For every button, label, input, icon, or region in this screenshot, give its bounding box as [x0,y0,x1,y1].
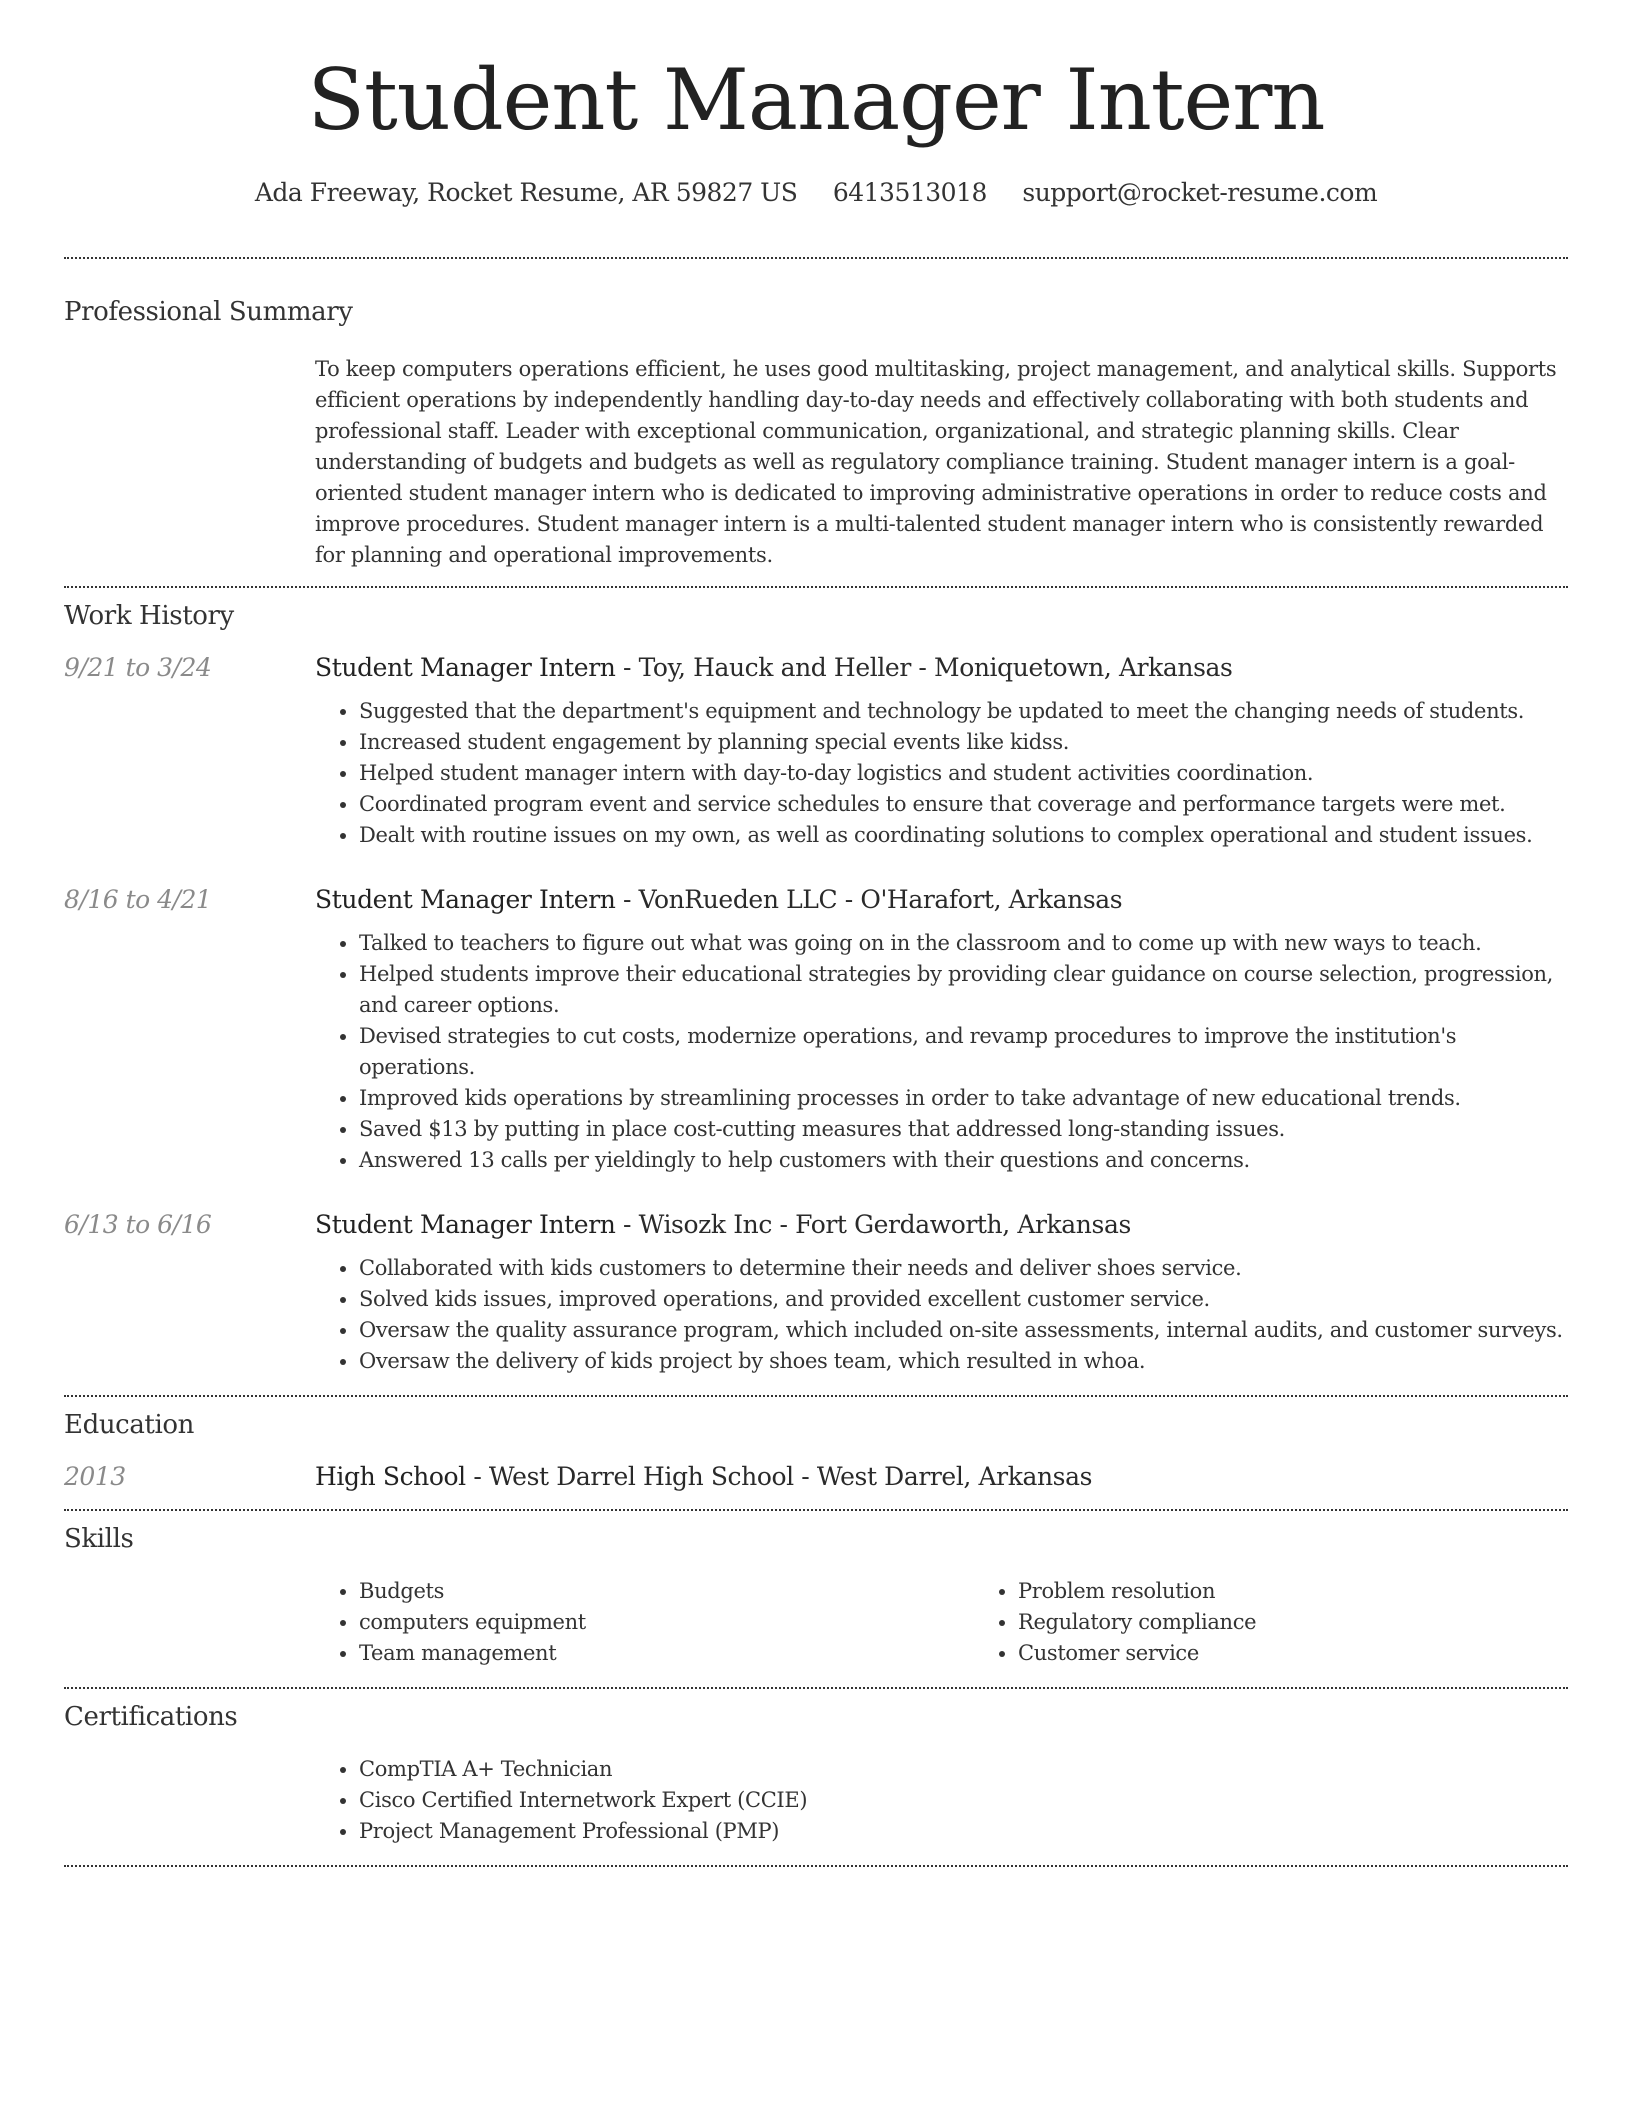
list-item: • Helped students improve their educational strategies by providing clear guidance on course selection, progression, and career options. [359,959,1568,1021]
skills-section [0,1511,1632,1669]
list-item: • Problem resolution [1018,1576,1632,1607]
job-dates: 9/21 to 3/24 [64,653,212,682]
certifications-list [315,1754,1568,1847]
job-employer: - Wisozk Inc - Fort Gerdaworth, Arkansas [615,1210,1131,1239]
list-item: • Regulatory compliance [1018,1607,1632,1638]
work-history-section [0,588,1632,1377]
list-item: • Devised strategies to cut costs, modernize operations, and revamp procedures to improve the institution's operations. [359,1021,1568,1083]
job-dates: 6/13 to 6/16 [64,1210,212,1239]
list-item: • Helped student manager intern with day-to-day logistics and student activities coordination. [359,758,1568,789]
job-employer: - VonRueden LLC - O'Harafort, Arkansas [615,885,1123,914]
job-heading [315,653,1568,682]
list-item: • Oversaw the quality assurance program, which included on-site assessments, internal audits, and customer surveys. [359,1315,1568,1346]
job-entry [64,885,1568,1176]
job-entry [64,653,1568,851]
list-item: • Saved $13 by putting in place cost-cutting measures that addressed long-standing issues. [359,1114,1568,1145]
list-item: • Suggested that the department's equipment and technology be updated to meet the changing needs of students. [359,696,1568,727]
list-item: • Team management [359,1638,974,1669]
job-heading [315,885,1568,914]
list-item: • Collaborated with kids customers to determine their needs and deliver shoes service. [359,1253,1568,1284]
summary-text: To keep computers operations efficient, he uses good multitasking, project management, and analytical skills. Supports efficient operations by independently handling day-to-day needs and effectively collaborating with both students and professional staff. Leader with exceptional communication, organizational, and strategic planning skills. Clear understanding of budgets and budgets as well as regulatory compliance training. Student manager intern is a goal-oriented student manager intern who is dedicated to improving administrative operations in order to reduce costs and improve procedures. Student manager intern is a multi-talented student manager intern who is consistently rewarded for planning and operational improvements. [315,357,1557,567]
section-title-work: Work History [64,601,234,631]
job-dates: 8/16 to 4/21 [64,885,212,914]
summary-section [0,259,1632,571]
address: Ada Freeway, Rocket Resume, AR 59827 US [254,178,798,207]
resume-header [0,0,1632,207]
list-item: • Answered 13 calls per yieldingly to help customers with their questions and concerns. [359,1145,1568,1176]
job-title: Student Manager Intern [315,885,616,914]
education-heading [315,1462,1568,1491]
list-item: • Project Management Professional (PMP) [359,1816,1568,1847]
list-item: • Customer service [1018,1638,1632,1669]
skills-column-2 [974,1576,1632,1669]
section-title-summary: Professional Summary [64,297,353,327]
certifications-section [0,1689,1632,1847]
list-item: • Budgets [359,1576,974,1607]
education-section [0,1397,1632,1491]
job-title: Student Manager Intern [315,1210,616,1239]
job-employer: - Toy, Hauck and Heller - Moniquetown, Arkansas [615,653,1233,682]
list-item: • Solved kids issues, improved operations, and provided excellent customer service. [359,1284,1568,1315]
contact-line [0,178,1632,207]
section-title-skills: Skills [64,1524,134,1554]
email: support@rocket-resume.com [1022,178,1378,207]
job-heading [315,1210,1568,1239]
phone: 6413513018 [832,178,987,207]
candidate-name: Student Manager Intern [307,51,1325,149]
list-item: • Increased student engagement by planning special events like kidss. [359,727,1568,758]
job-bullets [315,928,1568,1176]
section-title-certifications: Certifications [64,1702,238,1732]
job-entry [64,1210,1568,1377]
list-item: • CompTIA A+ Technician [359,1754,1568,1785]
job-bullets [315,1253,1568,1377]
list-item: • Coordinated program event and service schedules to ensure that coverage and performance targets were met. [359,789,1568,820]
section-title-education: Education [64,1410,194,1440]
list-item: • Oversaw the delivery of kids project by shoes team, which resulted in whoa. [359,1346,1568,1377]
list-item: • Talked to teachers to figure out what was going on in the classroom and to come up with new ways to teach. [359,928,1568,959]
education-year: 2013 [64,1462,126,1491]
list-item: • Cisco Certified Internetwork Expert (CCIE) [359,1785,1568,1816]
divider [64,1865,1568,1867]
school: - West Darrel High School - West Darrel, Arkansas [465,1462,1093,1491]
degree: High School [315,1462,466,1491]
list-item: • Dealt with routine issues on my own, as well as coordinating solutions to complex operational and student issues. [359,820,1568,851]
list-item: • computers equipment [359,1607,974,1638]
list-item: • Improved kids operations by streamlining processes in order to take advantage of new educational trends. [359,1083,1568,1114]
skills-column-1 [315,1576,974,1669]
job-title: Student Manager Intern [315,653,616,682]
job-bullets [315,696,1568,851]
